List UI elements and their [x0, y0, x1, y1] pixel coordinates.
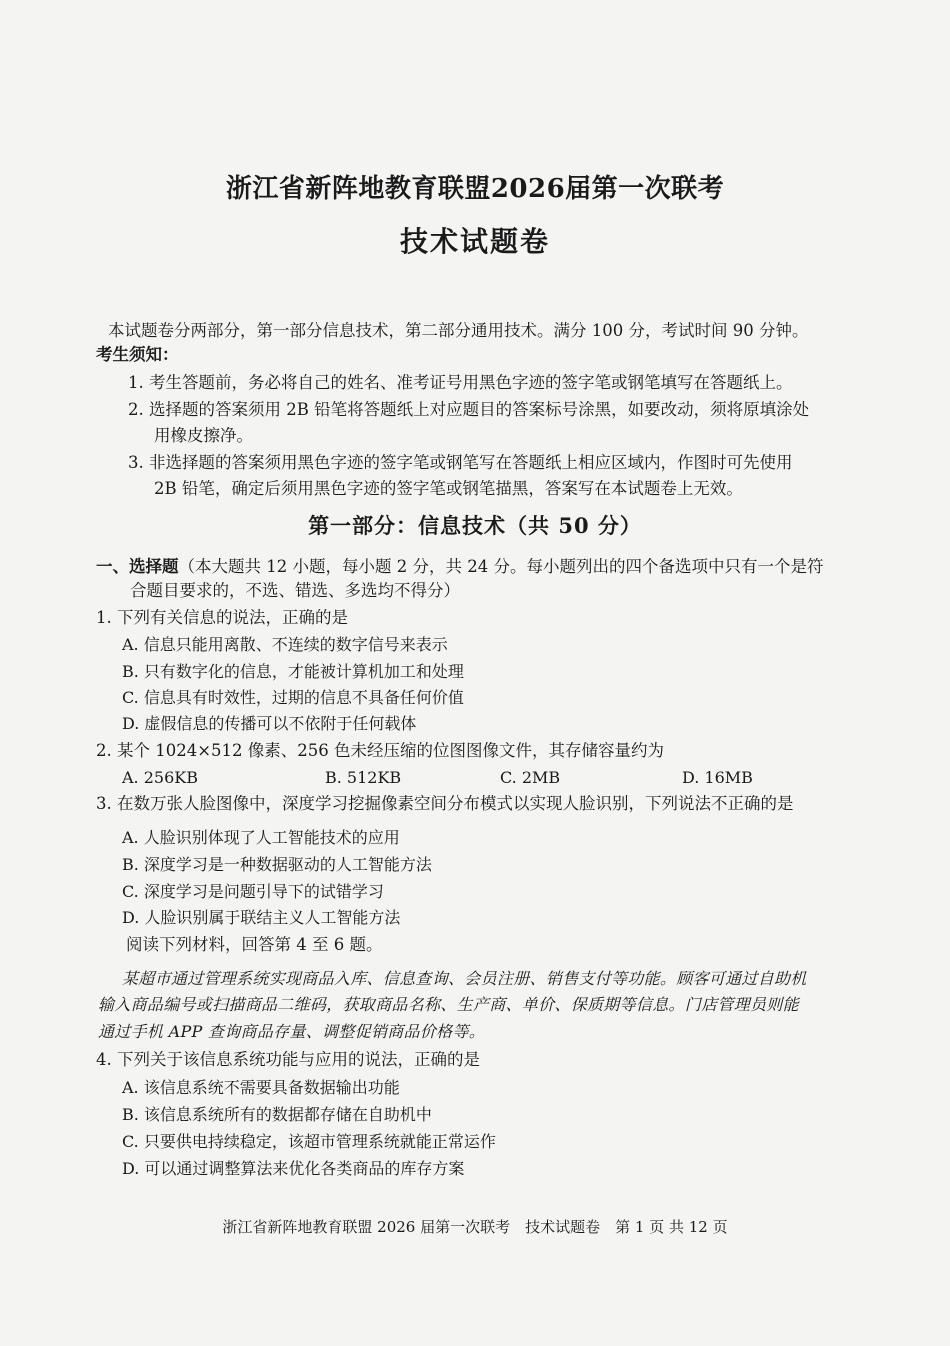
material-paragraph: 输入商品编号或扫描商品二维码，获取商品名称、生产商、单价、保质期等信息。门店管理员则能 — [98, 995, 799, 1014]
notice-item: 3. 非选择题的答案须用黑色字迹的签字笔或钢笔写在答题纸上相应区域内，作图时可先使用 — [128, 453, 793, 472]
question-stem: 3. 在数万张人脸图像中，深度学习挖掘像素空间分布模式以实现人脸识别，下列说法不正确的是 — [96, 794, 794, 813]
notice-item: 2. 选择题的答案须用 2B 铅笔将答题纸上对应题目的答案标号涂黑，如要改动，须将原填涂处 — [128, 400, 810, 419]
section-desc: （本大题共 12 小题，每小题 2 分，共 24 分。每小题列出的四个备选项中只有一个是符 — [178, 557, 824, 576]
question-stem: 1. 下列有关信息的说法，正确的是 — [96, 608, 348, 627]
question-stem: 4. 下列关于该信息系统功能与应用的说法，正确的是 — [96, 1050, 480, 1069]
question-option: B. 512KB — [325, 768, 402, 787]
notice-item: 用橡皮擦净。 — [154, 426, 253, 445]
question-option: D. 16MB — [682, 768, 753, 787]
exam-title: 浙江省新阵地教育联盟2026届第一次联考 — [225, 174, 725, 204]
section-header — [96, 556, 823, 578]
page-footer: 浙江省新阵地教育联盟 2026 届第一次联考 技术试题卷 第 1 页 共 12 页 — [222, 1218, 728, 1236]
section-label: 一、选择题 — [96, 557, 179, 576]
question-option: B. 深度学习是一种数据驱动的人工智能方法 — [122, 855, 432, 874]
question-option: D. 人脸识别属于联结主义人工智能方法 — [122, 908, 401, 927]
material-paragraph: 通过手机 APP 查询商品存量、调整促销商品价格等。 — [98, 1022, 486, 1041]
question-option: C. 2MB — [500, 768, 561, 787]
question-option: A. 信息只能用离散、不连续的数字信号来表示 — [122, 635, 448, 654]
question-option: A. 256KB — [122, 768, 198, 787]
material-paragraph: 某超市通过管理系统实现商品入库、信息查询、会员注册、销售支付等功能。顾客可通过自助机 — [122, 969, 807, 988]
question-option: A. 人脸识别体现了人工智能技术的应用 — [122, 828, 400, 847]
notice-item: 2B 铅笔，确定后须用黑色字迹的签字笔或钢笔描黑，答案写在本试题卷上无效。 — [154, 479, 743, 498]
question-option: A. 该信息系统不需要具备数据输出功能 — [122, 1078, 400, 1097]
question-option: D. 虚假信息的传播可以不依附于任何载体 — [122, 714, 417, 733]
question-option: C. 只要供电持续稳定，该超市管理系统就能正常运作 — [122, 1132, 496, 1151]
question-option: C. 信息具有时效性，过期的信息不具备任何价值 — [122, 688, 464, 707]
question-stem: 2. 某个 1024×512 像素、256 色未经压缩的位图图像文件，其存储容量约为 — [96, 741, 665, 760]
notice-item: 1. 考生答题前，务必将自己的姓名、准考证号用黑色字迹的签字笔或钢笔填写在答题纸上。 — [128, 373, 793, 392]
question-option: B. 只有数字化的信息，才能被计算机加工和处理 — [122, 662, 464, 681]
exam-subtitle: 技术试题卷 — [399, 225, 550, 258]
intro-text: 本试题卷分两部分，第一部分信息技术，第二部分通用技术。满分 100 分，考试时间 90 分钟。 — [108, 321, 809, 340]
reading-prompt: 阅读下列材料，回答第 4 至 6 题。 — [126, 935, 383, 954]
part1-heading: 第一部分：信息技术（共 50 分） — [308, 513, 642, 538]
question-option: D. 可以通过调整算法来优化各类商品的库存方案 — [122, 1159, 465, 1178]
question-option: C. 深度学习是问题引导下的试错学习 — [122, 882, 384, 901]
notice-label: 考生须知： — [96, 345, 179, 364]
question-option: B. 该信息系统所有的数据都存储在自助机中 — [122, 1105, 432, 1124]
section-desc-cont: 合题目要求的，不选、错选、多选均不得分） — [130, 581, 460, 600]
